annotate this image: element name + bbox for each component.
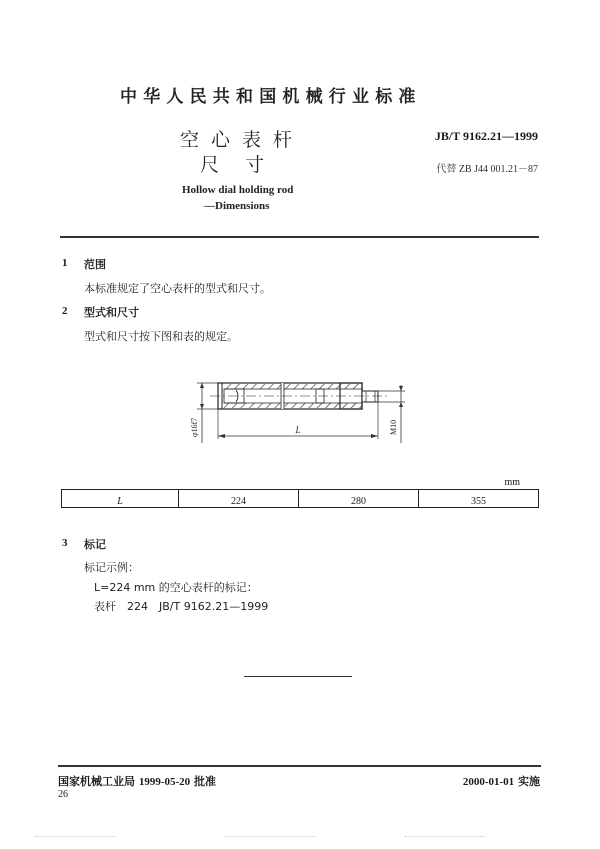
table-unit: mm xyxy=(504,477,520,488)
scan-artifact xyxy=(405,836,485,843)
footer-divider xyxy=(58,765,541,767)
header-divider xyxy=(60,236,539,238)
effective-date: 2000-01-01 xyxy=(462,776,515,788)
diameter-label: φ16f7 xyxy=(190,417,199,437)
replaces-standard: 代替 ZB J44 001.21－87 xyxy=(436,164,538,175)
scan-artifact xyxy=(35,836,115,843)
standard-number: JB/T 9162.21—1999 xyxy=(434,129,538,143)
table-cell: 355 xyxy=(419,490,539,508)
hollow-rod-drawing xyxy=(180,375,420,450)
approval-line xyxy=(58,773,216,789)
approval-org: 国家机械工业局 xyxy=(58,775,135,788)
section-3-title: 标记 xyxy=(84,538,106,551)
effective-line xyxy=(463,773,540,789)
marking-example-label: 标记示例： xyxy=(84,561,139,574)
section-3-number: 3 xyxy=(62,537,68,549)
section-1-number: 1 xyxy=(62,257,68,269)
issuing-body-heading: 中华人民共和国机械行业标准 xyxy=(120,87,422,107)
page-number: 26 xyxy=(58,789,68,800)
thread-label: M10 xyxy=(389,419,398,435)
table-cell: 224 xyxy=(179,490,299,508)
section-2-title: 型式和尺寸 xyxy=(84,306,139,319)
section-1-title: 范围 xyxy=(84,258,106,271)
table-header-cell: L xyxy=(62,490,179,508)
marking-example-desc: L=224 mm 的空心表杆的标记： xyxy=(94,581,258,594)
section-2-number: 2 xyxy=(62,305,68,317)
approval-suffix: 批准 xyxy=(194,775,217,788)
section-1-body: 本标准规定了空心表杆的型式和尺寸。 xyxy=(84,282,271,295)
title-en-line1: Hollow dial holding rod xyxy=(182,184,294,196)
title-cn-line2: 尺寸 xyxy=(200,154,291,176)
approval-date: 1999-05-20 xyxy=(138,776,191,788)
dimension-table xyxy=(61,489,539,508)
title-cn-line1: 空心表杆 xyxy=(180,129,305,151)
end-of-text-rule xyxy=(244,676,352,677)
length-label: L xyxy=(295,425,301,435)
title-en-line2: —Dimensions xyxy=(204,200,270,212)
scan-artifact xyxy=(225,836,315,843)
table-row xyxy=(62,490,539,508)
effective-suffix: 实施 xyxy=(518,775,540,788)
marking-example-code: 表杆 224 JB/T 9162.21—1999 xyxy=(94,600,269,613)
table-cell: 280 xyxy=(299,490,419,508)
section-2-body: 型式和尺寸按下图和表的规定。 xyxy=(84,330,238,343)
